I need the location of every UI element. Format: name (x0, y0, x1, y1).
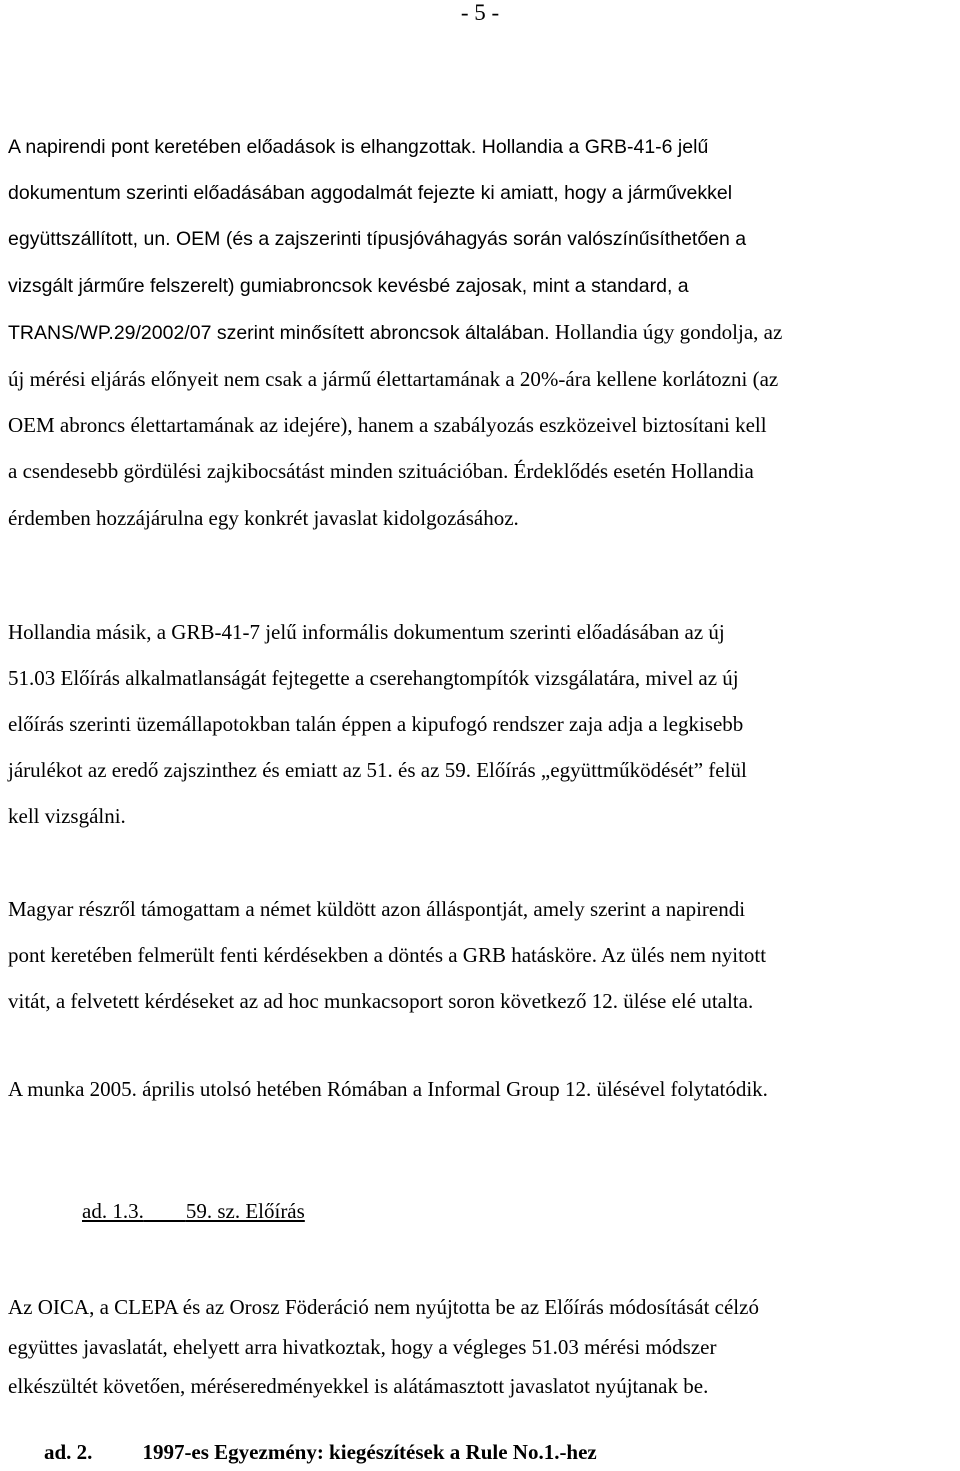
section-heading-1-3 (82, 1196, 305, 1226)
text-line: járulékot az eredő zajszinthez és emiatt az 51. és az 59. Előírás „együttműködését” felül (8, 758, 747, 782)
text-line: a csendesebb gördülési zajkibocsátást minden szituációban. Érdeklődés esetén Hollandia (8, 459, 754, 484)
text-line: dokumentum szerinti előadásában aggodalmát fejezte ki amiatt, hogy a járművekkel (8, 182, 733, 205)
text-line: Hollandia másik, a GRB-41-7 jelű informális dokumentum szerinti előadásában az új (8, 620, 725, 644)
text-run: TRANS/WP.29/2002/07 szerint minősített abroncsok általában. (8, 321, 550, 344)
text-line-mixed (8, 309, 955, 356)
paragraph-netherlands-grb-41-7 (8, 609, 955, 839)
section-spacer (144, 1199, 186, 1223)
text-line: vizsgált járműre felszerelt) gumiabroncsok kevésbé zajosak, mint a standard, a (8, 274, 689, 297)
text-line: elkészültét követően, méréseredményekkel is alátámasztott javaslatot nyújtanak be. (8, 1374, 709, 1398)
paragraph-hungarian-position (8, 886, 955, 1024)
text-line: Magyar részről támogattam a német küldött azon álláspontját, amely szerint a napirendi (8, 897, 746, 921)
text-line: új mérési eljárás előnyeit nem csak a jármű élettartamának a 20%-ára kellene korlátozni (az (8, 367, 779, 392)
text-line: Az OICA, a CLEPA és az Orosz Föderáció nem nyújtotta be az Előírás módosítását célzó (8, 1295, 759, 1319)
section-title: 59. sz. Előírás (185, 1199, 305, 1223)
text-line: előírás szerinti üzemállapotokban talán éppen a kipufogó rendszer zaja adja a legkisebb (8, 712, 744, 736)
text-run: Hollandia úgy gondolja, az (549, 319, 783, 344)
text-line: 51.03 Előírás alkalmatlanságát fejtegette a cserehangtompítók vizsgálatára, mivel az új (8, 666, 739, 690)
text-line: A munka 2005. április utolsó hetében Rómában a Informal Group 12. ülésével folytatódik. (8, 1077, 768, 1101)
text-line: érdemben hozzájárulna egy konkrét javaslat kidolgozásához. (8, 505, 519, 530)
text-line: OEM abroncs élettartamának az idejére), hanem a szabályozás eszközeivel biztosítani kell (8, 413, 767, 438)
paragraph-netherlands-grb-41-6 (8, 124, 955, 541)
text-line: A napirendi pont keretében előadások is elhangzottak. Hollandia a GRB-41-6 jelű (8, 136, 709, 158)
section-title: 1997-es Egyezmény: kiegészítések a Rule No.1.-hez (142, 1440, 597, 1464)
text-line: vitát, a felvetett kérdéseket az ad hoc munkacsoport soron következő 12. ülése elé utalta. (8, 989, 754, 1013)
text-line: együttes javaslatát, ehelyett arra hivatkoztak, hogy a végleges 51.03 mérési módszer (8, 1334, 717, 1359)
paragraph-oica-clepa (8, 1288, 955, 1407)
text-line: kell vizsgálni. (8, 804, 126, 828)
section-number: ad. 2. (44, 1440, 93, 1464)
section-heading-2 (44, 1436, 597, 1468)
section-number: ad. 1.3. (82, 1199, 144, 1223)
text-line: együttszállított, un. OEM (és a zajszerinti típusjóváhagyás során valószínűsíthetően a (8, 228, 747, 251)
page-number: - 5 - (460, 0, 500, 25)
paragraph-next-meeting (8, 1072, 955, 1106)
text-line: pont keretében felmerült fenti kérdésekben a döntés a GRB hatásköre. Az ülés nem nyitott (8, 943, 767, 967)
